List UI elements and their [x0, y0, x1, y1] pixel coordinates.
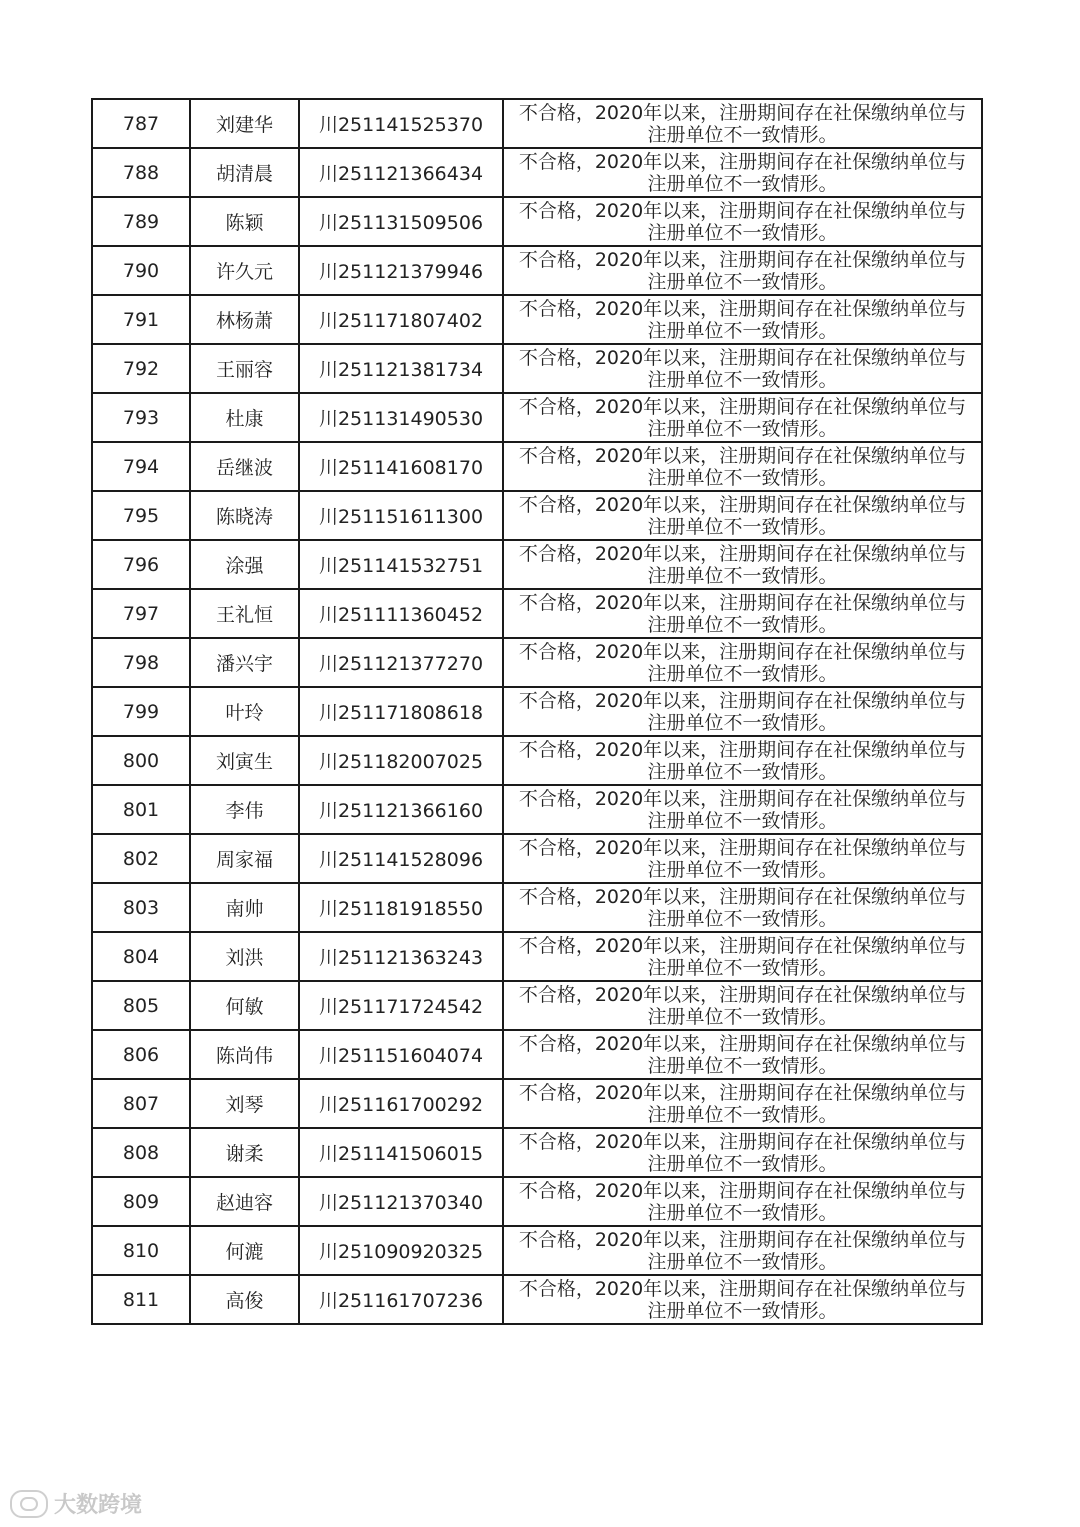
certificate-number-cell: 川251151611300: [299, 491, 503, 540]
certificate-number-cell: 川251141525370: [299, 99, 503, 148]
result-text-line: 注册单位不一致情形。: [647, 711, 838, 734]
certificate-number-cell: 川251121381734: [299, 344, 503, 393]
watermark: [10, 1488, 142, 1519]
row-number-cell: 806: [92, 1030, 190, 1079]
result-text-line: 注册单位不一致情形。: [647, 1005, 838, 1028]
result-cell: [503, 1079, 982, 1128]
table-row: [92, 1030, 982, 1079]
row-number-cell: 800: [92, 736, 190, 785]
result-text-line: 注册单位不一致情形。: [647, 1054, 838, 1077]
name-cell: 涂强: [190, 540, 299, 589]
result-text-line: 注册单位不一致情形。: [647, 760, 838, 783]
result-cell: [503, 638, 982, 687]
row-number-cell: 793: [92, 393, 190, 442]
certificate-number-cell: 川251181918550: [299, 883, 503, 932]
row-number-cell: 808: [92, 1128, 190, 1177]
name-cell: 叶玲: [190, 687, 299, 736]
result-text-line: 不合格，2020年以来，注册期间存在社保缴纳单位与: [518, 346, 967, 369]
table-row: [92, 932, 982, 981]
certificate-number-cell: 川251121370340: [299, 1177, 503, 1226]
certificate-number-cell: 川251131509506: [299, 197, 503, 246]
table-row: [92, 393, 982, 442]
result-text-line: 不合格，2020年以来，注册期间存在社保缴纳单位与: [518, 150, 967, 173]
name-cell: 陈晓涛: [190, 491, 299, 540]
certificate-number-cell: 川251161707236: [299, 1275, 503, 1324]
table-row: [92, 589, 982, 638]
result-text-line: 注册单位不一致情形。: [647, 319, 838, 342]
table-row: [92, 785, 982, 834]
result-text-line: 不合格，2020年以来，注册期间存在社保缴纳单位与: [518, 395, 967, 418]
result-text-line: 注册单位不一致情形。: [647, 1250, 838, 1273]
result-cell: [503, 246, 982, 295]
result-cell: [503, 1275, 982, 1324]
result-text-line: 不合格，2020年以来，注册期间存在社保缴纳单位与: [518, 444, 967, 467]
certificate-number-cell: 川251121377270: [299, 638, 503, 687]
name-cell: 何漉: [190, 1226, 299, 1275]
result-text-line: 不合格，2020年以来，注册期间存在社保缴纳单位与: [518, 934, 967, 957]
row-number-cell: 802: [92, 834, 190, 883]
result-text-line: 注册单位不一致情形。: [647, 858, 838, 881]
result-cell: [503, 736, 982, 785]
result-text-line: 不合格，2020年以来，注册期间存在社保缴纳单位与: [518, 297, 967, 320]
table-row: [92, 1079, 982, 1128]
result-text-line: 不合格，2020年以来，注册期间存在社保缴纳单位与: [518, 640, 967, 663]
name-cell: 李伟: [190, 785, 299, 834]
table-row: [92, 687, 982, 736]
name-cell: 赵迪容: [190, 1177, 299, 1226]
row-number-cell: 790: [92, 246, 190, 295]
result-cell: [503, 785, 982, 834]
result-text-line: 注册单位不一致情形。: [647, 907, 838, 930]
table-row: [92, 638, 982, 687]
name-cell: 陈颖: [190, 197, 299, 246]
certificate-number-cell: 川251121363243: [299, 932, 503, 981]
row-number-cell: 789: [92, 197, 190, 246]
name-cell: 何敏: [190, 981, 299, 1030]
result-cell: [503, 491, 982, 540]
row-number-cell: 796: [92, 540, 190, 589]
table-row: [92, 99, 982, 148]
table-row: [92, 246, 982, 295]
result-cell: [503, 295, 982, 344]
certificate-number-cell: 川251141528096: [299, 834, 503, 883]
table-row: [92, 491, 982, 540]
name-cell: 周家福: [190, 834, 299, 883]
row-number-cell: 799: [92, 687, 190, 736]
certificate-number-cell: 川251111360452: [299, 589, 503, 638]
name-cell: 胡清晨: [190, 148, 299, 197]
table-row: [92, 883, 982, 932]
result-text-line: 注册单位不一致情形。: [647, 1201, 838, 1224]
result-text-line: 不合格，2020年以来，注册期间存在社保缴纳单位与: [518, 1032, 967, 1055]
row-number-cell: 788: [92, 148, 190, 197]
certificate-number-cell: 川251141506015: [299, 1128, 503, 1177]
result-text-line: 注册单位不一致情形。: [647, 1299, 838, 1322]
table-row: [92, 540, 982, 589]
row-number-cell: 805: [92, 981, 190, 1030]
result-cell: [503, 687, 982, 736]
certificate-number-cell: 川251141532751: [299, 540, 503, 589]
result-cell: [503, 344, 982, 393]
row-number-cell: 803: [92, 883, 190, 932]
table-row: [92, 344, 982, 393]
table-row: [92, 981, 982, 1030]
row-number-cell: 787: [92, 99, 190, 148]
table-row: [92, 197, 982, 246]
result-text-line: 注册单位不一致情形。: [647, 368, 838, 391]
result-text-line: 注册单位不一致情形。: [647, 515, 838, 538]
name-cell: 潘兴宇: [190, 638, 299, 687]
result-text-line: 注册单位不一致情形。: [647, 564, 838, 587]
records-table: [91, 98, 983, 1325]
name-cell: 岳继波: [190, 442, 299, 491]
result-text-line: 注册单位不一致情形。: [647, 809, 838, 832]
row-number-cell: 795: [92, 491, 190, 540]
certificate-number-cell: 川251171808618: [299, 687, 503, 736]
result-text-line: 不合格，2020年以来，注册期间存在社保缴纳单位与: [518, 885, 967, 908]
certificate-number-cell: 川251141608170: [299, 442, 503, 491]
result-text-line: 不合格，2020年以来，注册期间存在社保缴纳单位与: [518, 542, 967, 565]
row-number-cell: 810: [92, 1226, 190, 1275]
certificate-number-cell: 川251121379946: [299, 246, 503, 295]
name-cell: 王礼恒: [190, 589, 299, 638]
name-cell: 林杨萧: [190, 295, 299, 344]
result-text-line: 注册单位不一致情形。: [647, 466, 838, 489]
row-number-cell: 798: [92, 638, 190, 687]
table-row: [92, 1128, 982, 1177]
result-text-line: 注册单位不一致情形。: [647, 662, 838, 685]
result-text-line: 不合格，2020年以来，注册期间存在社保缴纳单位与: [518, 1130, 967, 1153]
row-number-cell: 797: [92, 589, 190, 638]
name-cell: 高俊: [190, 1275, 299, 1324]
row-number-cell: 809: [92, 1177, 190, 1226]
result-cell: [503, 932, 982, 981]
row-number-cell: 807: [92, 1079, 190, 1128]
result-text-line: 不合格，2020年以来，注册期间存在社保缴纳单位与: [518, 1277, 967, 1300]
result-text-line: 注册单位不一致情形。: [647, 956, 838, 979]
table-row: [92, 1275, 982, 1324]
certificate-number-cell: 川251171724542: [299, 981, 503, 1030]
result-text-line: 不合格，2020年以来，注册期间存在社保缴纳单位与: [518, 1081, 967, 1104]
name-cell: 刘洪: [190, 932, 299, 981]
result-text-line: 不合格，2020年以来，注册期间存在社保缴纳单位与: [518, 248, 967, 271]
result-cell: [503, 883, 982, 932]
result-cell: [503, 981, 982, 1030]
result-text-line: 不合格，2020年以来，注册期间存在社保缴纳单位与: [518, 689, 967, 712]
row-number-cell: 792: [92, 344, 190, 393]
name-cell: 王丽容: [190, 344, 299, 393]
records-table-body: [92, 99, 982, 1324]
result-text-line: 注册单位不一致情形。: [647, 613, 838, 636]
result-cell: [503, 1226, 982, 1275]
result-text-line: 不合格，2020年以来，注册期间存在社保缴纳单位与: [518, 1179, 967, 1202]
result-text-line: 注册单位不一致情形。: [647, 417, 838, 440]
table-row: [92, 834, 982, 883]
table-row: [92, 736, 982, 785]
result-cell: [503, 834, 982, 883]
name-cell: 刘琴: [190, 1079, 299, 1128]
result-text-line: 不合格，2020年以来，注册期间存在社保缴纳单位与: [518, 101, 967, 124]
result-cell: [503, 1177, 982, 1226]
certificate-number-cell: 川251171807402: [299, 295, 503, 344]
result-text-line: 不合格，2020年以来，注册期间存在社保缴纳单位与: [518, 591, 967, 614]
result-text-line: 不合格，2020年以来，注册期间存在社保缴纳单位与: [518, 983, 967, 1006]
brand-logo-icon: [10, 1490, 48, 1518]
table-row: [92, 295, 982, 344]
certificate-number-cell: 川251161700292: [299, 1079, 503, 1128]
result-cell: [503, 589, 982, 638]
table-row: [92, 1177, 982, 1226]
result-cell: [503, 540, 982, 589]
certificate-number-cell: 川251121366434: [299, 148, 503, 197]
result-text-line: 不合格，2020年以来，注册期间存在社保缴纳单位与: [518, 199, 967, 222]
result-cell: [503, 442, 982, 491]
result-text-line: 不合格，2020年以来，注册期间存在社保缴纳单位与: [518, 836, 967, 859]
name-cell: 谢柔: [190, 1128, 299, 1177]
name-cell: 刘建华: [190, 99, 299, 148]
certificate-number-cell: 川251151604074: [299, 1030, 503, 1079]
name-cell: 刘寅生: [190, 736, 299, 785]
result-text-line: 不合格，2020年以来，注册期间存在社保缴纳单位与: [518, 1228, 967, 1251]
name-cell: 南帅: [190, 883, 299, 932]
certificate-number-cell: 川251090920325: [299, 1226, 503, 1275]
certificate-number-cell: 川251182007025: [299, 736, 503, 785]
name-cell: 许久元: [190, 246, 299, 295]
certificate-number-cell: 川251131490530: [299, 393, 503, 442]
result-text-line: 注册单位不一致情形。: [647, 1152, 838, 1175]
table-row: [92, 442, 982, 491]
result-cell: [503, 148, 982, 197]
table-row: [92, 148, 982, 197]
result-text-line: 注册单位不一致情形。: [647, 172, 838, 195]
result-cell: [503, 197, 982, 246]
result-text-line: 注册单位不一致情形。: [647, 221, 838, 244]
result-text-line: 不合格，2020年以来，注册期间存在社保缴纳单位与: [518, 493, 967, 516]
row-number-cell: 811: [92, 1275, 190, 1324]
result-cell: [503, 1128, 982, 1177]
name-cell: 陈尚伟: [190, 1030, 299, 1079]
result-cell: [503, 99, 982, 148]
certificate-number-cell: 川251121366160: [299, 785, 503, 834]
name-cell: 杜康: [190, 393, 299, 442]
row-number-cell: 794: [92, 442, 190, 491]
row-number-cell: 804: [92, 932, 190, 981]
watermark-text: 大数跨境: [54, 1493, 143, 1518]
result-text-line: 注册单位不一致情形。: [647, 1103, 838, 1126]
result-text-line: 注册单位不一致情形。: [647, 270, 838, 293]
result-cell: [503, 393, 982, 442]
result-text-line: 不合格，2020年以来，注册期间存在社保缴纳单位与: [518, 787, 967, 810]
table-row: [92, 1226, 982, 1275]
result-text-line: 注册单位不一致情形。: [647, 123, 838, 146]
row-number-cell: 791: [92, 295, 190, 344]
row-number-cell: 801: [92, 785, 190, 834]
result-text-line: 不合格，2020年以来，注册期间存在社保缴纳单位与: [518, 738, 967, 761]
result-cell: [503, 1030, 982, 1079]
